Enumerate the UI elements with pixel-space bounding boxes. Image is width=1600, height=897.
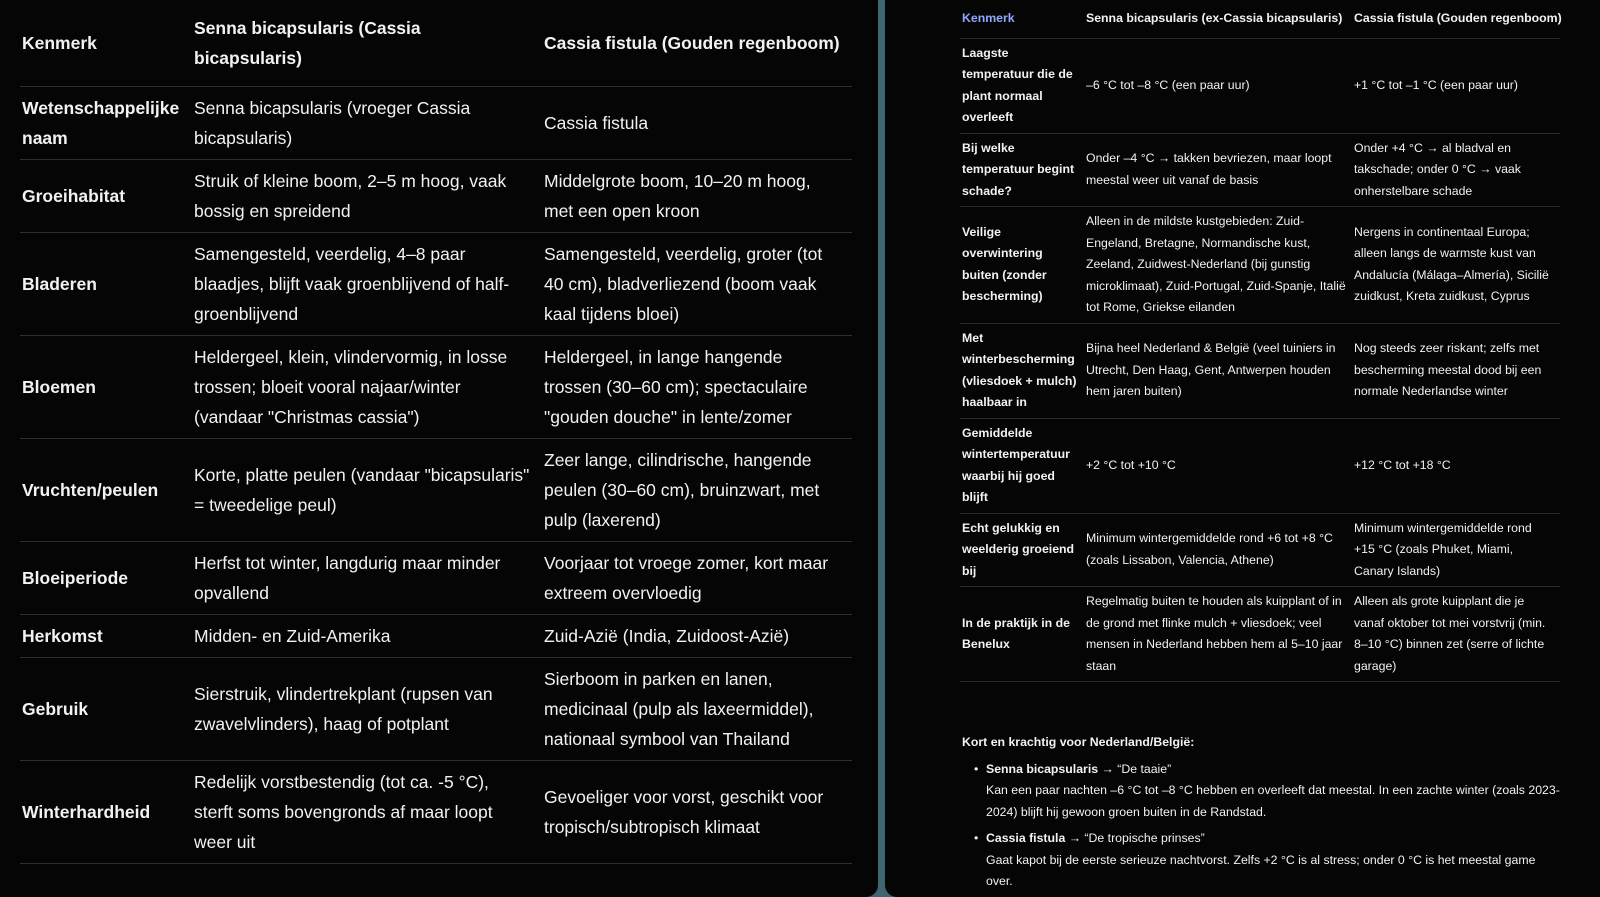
- row-label: In de praktijk in de Benelux: [960, 587, 1084, 682]
- fistula-cell: Samengesteld, veerdelig, groter (tot 40 cm), bladverliezend (boom vaak kaal tijdens bloei): [542, 233, 852, 336]
- fistula-cell: +1 °C tot –1 °C (een paar uur): [1352, 38, 1560, 133]
- table-row: [960, 38, 1560, 133]
- row-label: Gebruik: [20, 658, 192, 761]
- summary-item-senna: [986, 759, 1562, 824]
- table-row: [960, 323, 1560, 418]
- senna-cell: –6 °C tot –8 °C (een paar uur): [1084, 38, 1352, 133]
- senna-cell: Minimum wintergemiddelde rond +6 tot +8 °C (zoals Lissabon, Valencia, Athene): [1084, 513, 1352, 587]
- senna-cell: Onder –4 °C → takken bevriezen, maar loopt meestal weer uit vanaf de basis: [1084, 133, 1352, 207]
- row-label: Wetenschappelijke naam: [20, 87, 192, 160]
- summary-item-name: Senna bicapsularis: [986, 761, 1099, 776]
- temperature-table: [960, 0, 1560, 682]
- senna-cell: Regelmatig buiten te houden als kuipplant of in de grond met flinke mulch + vliesdoek; veel mensen in Nederland hebben hem al 5–10 jaar staan: [1084, 587, 1352, 682]
- row-label: Laagste temperatuur die de plant normaal overleeft: [960, 38, 1084, 133]
- table-header-row: [960, 0, 1560, 38]
- row-label: Bladeren: [20, 233, 192, 336]
- row-label: Veilige overwintering buiten (zonder bescherming): [960, 207, 1084, 324]
- row-label: Gemiddelde wintertemperatuur waarbij hij goed blijft: [960, 418, 1084, 513]
- fistula-cell: Alleen als grote kuipplant die je vanaf oktober tot mei vorstvrij (min. 8–10 °C) binnen zet (serre of lichte garage): [1352, 587, 1560, 682]
- fistula-cell: Cassia fistula: [542, 87, 852, 160]
- senna-cell: Midden- en Zuid-Amerika: [192, 615, 542, 658]
- summary-item-tag: → “De taaie”: [1101, 761, 1172, 776]
- table-row: [20, 336, 852, 439]
- row-label: Echt gelukkig en weelderig groeiend bij: [960, 513, 1084, 587]
- row-label: Vruchten/peulen: [20, 439, 192, 542]
- table-row: [20, 761, 852, 864]
- fistula-cell: Sierboom in parken en lanen, medicinaal (pulp als laxeermiddel), nationaal symbool van Thailand: [542, 658, 852, 761]
- summary-section: [962, 732, 1562, 893]
- fistula-cell: Onder +4 °C → al bladval en takschade; onder 0 °C → vaak onherstelbare schade: [1352, 133, 1560, 207]
- fistula-cell: Minimum wintergemiddelde rond +15 °C (zoals Phuket, Miami, Canary Islands): [1352, 513, 1560, 587]
- row-label: Bloemen: [20, 336, 192, 439]
- row-label: Herkomst: [20, 615, 192, 658]
- senna-cell: Herfst tot winter, langdurig maar minder opvallend: [192, 542, 542, 615]
- row-label: Met winterbescherming (vliesdoek + mulch) haalbaar in: [960, 323, 1084, 418]
- summary-list: [962, 759, 1562, 893]
- senna-cell: Alleen in de mildste kustgebieden: Zuid-Engeland, Bretagne, Normandische kust, Zeeland, Zuidwest-Nederland (bij gunstig microklimaat), Zuid-Portugal, Zuid-Spanje, Italië tot Rome, Griekse eilanden: [1084, 207, 1352, 324]
- row-label: Winterhardheid: [20, 761, 192, 864]
- header-kenmerk: Kenmerk: [20, 0, 192, 87]
- fistula-cell: Nergens in continentaal Europa; alleen langs de warmste kust van Andalucía (Málaga–Almería), Sicilië zuidkust, Kreta zuidkust, Cyprus: [1352, 207, 1560, 324]
- senna-cell: Korte, platte peulen (vandaar "bicapsularis" = tweedelige peul): [192, 439, 542, 542]
- senna-cell: Struik of kleine boom, 2–5 m hoog, vaak bossig en spreidend: [192, 160, 542, 233]
- table-row: [960, 513, 1560, 587]
- table-row: [960, 207, 1560, 324]
- fistula-cell: Gevoeliger voor vorst, geschikt voor tropisch/subtropisch klimaat: [542, 761, 852, 864]
- table-row: [20, 658, 852, 761]
- summary-item-fistula: [986, 828, 1562, 893]
- summary-item-name: Cassia fistula: [986, 831, 1066, 845]
- fistula-cell: Zuid-Azië (India, Zuidoost-Azië): [542, 615, 852, 658]
- comparison-table: [20, 0, 852, 864]
- senna-cell: Samengesteld, veerdelig, 4–8 paar blaadjes, blijft vaak groenblijvend of half-groenblijvend: [192, 233, 542, 336]
- fistula-cell: +12 °C tot +18 °C: [1352, 418, 1560, 513]
- table-row: [20, 615, 852, 658]
- header-senna: Senna bicapsularis (Cassia bicapsularis): [192, 0, 542, 87]
- header-kenmerk: Kenmerk: [960, 0, 1084, 38]
- senna-cell: Bijna heel Nederland & België (veel tuiniers in Utrecht, Den Haag, Gent, Antwerpen houden hem jaren buiten): [1084, 323, 1352, 418]
- row-label: Groeihabitat: [20, 160, 192, 233]
- table-row: [960, 587, 1560, 682]
- senna-cell: Sierstruik, vlindertrekplant (rupsen van zwavelvlinders), haag of potplant: [192, 658, 542, 761]
- fistula-cell: Voorjaar tot vroege zomer, kort maar extreem overvloedig: [542, 542, 852, 615]
- summary-title: Kort en krachtig voor Nederland/België:: [962, 735, 1195, 749]
- table-row: [20, 233, 852, 336]
- table-row: [20, 542, 852, 615]
- table-row: [960, 418, 1560, 513]
- table-row: [20, 160, 852, 233]
- summary-item-text: Gaat kapot bij de eerste serieuze nachtvorst. Zelfs +2 °C is al stress; onder 0 °C is het meestal game over.: [986, 852, 1536, 888]
- fistula-cell: Middelgrote boom, 10–20 m hoog, met een open kroon: [542, 160, 852, 233]
- header-fistula: Cassia fistula (Gouden regenboom): [1352, 0, 1560, 38]
- fistula-cell: Heldergeel, in lange hangende trossen (30–60 cm); spectaculaire "gouden douche" in lente/zomer: [542, 336, 852, 439]
- row-label: Bij welke temperatuur begint schade?: [960, 133, 1084, 207]
- fistula-cell: Nog steeds zeer riskant; zelfs met bescherming meestal dood bij een normale Nederlandse winter: [1352, 323, 1560, 418]
- senna-cell: Redelijk vorstbestendig (tot ca. -5 °C), sterft soms bovengronds af maar loopt weer uit: [192, 761, 542, 864]
- row-label: Bloeiperiode: [20, 542, 192, 615]
- senna-cell: Heldergeel, klein, vlindervormig, in losse trossen; bloeit vooral najaar/winter (vandaar "Christmas cassia"): [192, 336, 542, 439]
- senna-cell: +2 °C tot +10 °C: [1084, 418, 1352, 513]
- summary-item-text: Kan een paar nachten –6 °C tot –8 °C hebben en overleeft dat meestal. In een zachte winter (zoals 2023-2024) blijft hij gewoon groen buiten in de Randstad.: [986, 783, 1560, 819]
- table-row: [20, 439, 852, 542]
- header-fistula: Cassia fistula (Gouden regenboom): [542, 0, 852, 87]
- table-row: [960, 133, 1560, 207]
- summary-item-tag: → “De tropische prinses”: [1068, 831, 1205, 845]
- senna-cell: Senna bicapsularis (vroeger Cassia bicapsularis): [192, 87, 542, 160]
- table-row: [20, 87, 852, 160]
- table-header-row: [20, 0, 852, 87]
- fistula-cell: Zeer lange, cilindrische, hangende peulen (30–60 cm), bruinzwart, met pulp (laxerend): [542, 439, 852, 542]
- header-senna: Senna bicapsularis (ex-Cassia bicapsularis): [1084, 0, 1352, 38]
